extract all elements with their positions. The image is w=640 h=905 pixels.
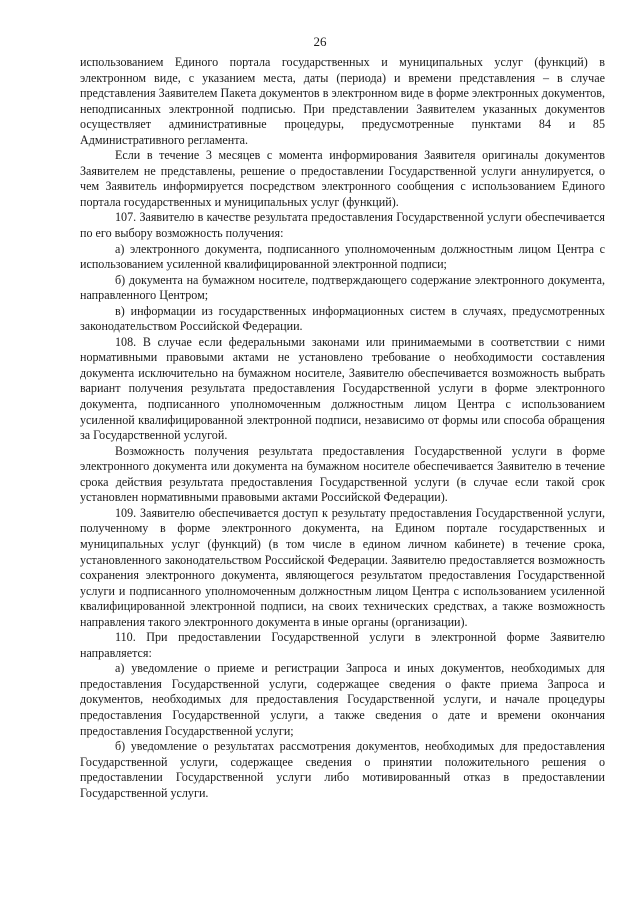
- paragraph: использованием Единого портала государственных и муниципальных услуг (функций) в электронном виде, с указанием места, даты (периода) и времени представления – в случае представления Заявителем Пакета документов в электронном виде в форме электронных документов, неподписанных электронной подписью. При представлении Заявителем указанных документов осуществляет административные процедуры, предусмотренные пунктами 84 и 85 Административного регламента.: [80, 55, 605, 147]
- list-item-a: а) электронного документа, подписанного уполномоченным должностным лицом Центра с использованием усиленной квалифицированной электронной подписи;: [80, 241, 605, 272]
- document-body: [80, 55, 605, 801]
- paragraph-109: 109. Заявителю обеспечивается доступ к результату предоставления Государственной услуги, полученному в форме электронного документа, на Едином портале государственных и муниципальных услуг (функций) (в том числе в едином личном кабинете) в течение срока, установленного законодательством Российской Федерации. Заявителю предоставляется возможность сохранения электронного документа, являющегося результатом предоставления Государственной услуги и подписанного уполномоченным должностным лицом Центра с использованием усиленной квалифицированной электронной подписи, на своих технических средствах, а также возможность направления такого электронного документа в иные органы (организации).: [80, 505, 605, 629]
- list-item-v: в) информации из государственных информационных систем в случаях, предусмотренных законодательством Российской Федерации.: [80, 303, 605, 334]
- page-number: 26: [313, 34, 327, 49]
- list-item-b: б) документа на бумажном носителе, подтверждающего содержание электронного документа, направленного Центром;: [80, 272, 605, 303]
- paragraph: Если в течение 3 месяцев с момента информирования Заявителя оригиналы документов Заявителем не представлены, решение о предоставлении Государственной услуги аннулируется, о чем Заявитель информируется посредством электронного сообщения с использованием Единого портала государственных и муниципальных услуг (функций).: [80, 148, 605, 209]
- paragraph-107: 107. Заявителю в качестве результата предоставления Государственной услуги обеспечивается по его выбору возможность получения:: [80, 210, 605, 241]
- paragraph-108: 108. В случае если федеральными законами или принимаемыми в соответствии с ними нормативными правовыми актами не установлено требование о необходимости составления документа исключительно на бумажном носителе, Заявителю обеспечивается возможность выбрать вариант получения результата предоставления Государственной услуги в форме электронного документа, подписанного уполномоченным должностным лицом Центра с использованием усиленной квалифицированной электронной подписи, независимо от формы или способа обращения за Государственной услугой.: [80, 334, 605, 443]
- list-item-b: б) уведомление о результатах рассмотрения документов, необходимых для предоставления Государственной услуги, содержащее сведения о принятии положительного решения о предоставлении Государственной услуги либо мотивированный отказ в предоставлении Государственной услуги.: [80, 739, 605, 800]
- paragraph-110: 110. При предоставлении Государственной услуги в электронной форме Заявителю направляется:: [80, 630, 605, 660]
- list-item-a: а) уведомление о приеме и регистрации Запроса и иных документов, необходимых для предоставления Государственной услуги, содержащее сведения о факте приема Запроса и документов, необходимых для предоставления Государственной услуги, и начале процедуры предоставления Государственной услуги, а также сведения о дате и времени окончания предоставления Государственной услуги;: [80, 661, 605, 738]
- paragraph: Возможность получения результата предоставления Государственной услуги в форме электронного документа или документа на бумажном носителе обеспечивается Заявителю в течение срока действия результата предоставления Государственной услуги (в случае если такой срок установлен нормативными правовыми актами Российской Федерации).: [80, 443, 605, 505]
